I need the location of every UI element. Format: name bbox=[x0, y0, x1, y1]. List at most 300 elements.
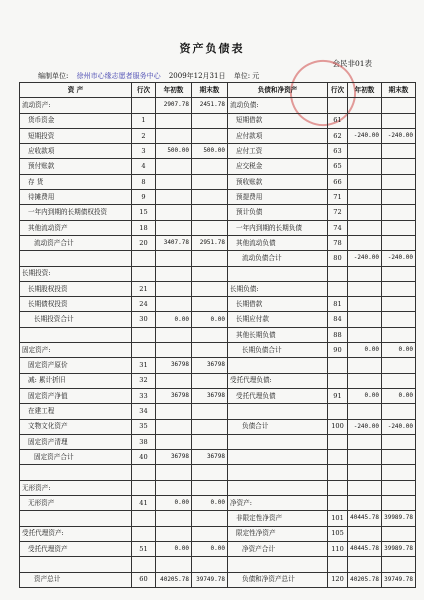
liability-name: 净资产合计 bbox=[228, 541, 328, 556]
asset-line bbox=[132, 266, 156, 281]
asset-line bbox=[132, 480, 156, 495]
liability-begin: 40445.78 bbox=[348, 511, 382, 526]
asset-line: 4 bbox=[132, 159, 156, 174]
table-row bbox=[20, 251, 416, 266]
liability-end bbox=[382, 174, 416, 189]
asset-name bbox=[20, 511, 132, 526]
asset-line: 18 bbox=[132, 220, 156, 235]
asset-begin bbox=[156, 190, 192, 205]
table-row bbox=[20, 496, 416, 511]
asset-end: 36798 bbox=[192, 388, 228, 403]
asset-end bbox=[192, 266, 228, 281]
table-row bbox=[20, 572, 416, 587]
asset-begin: 3407.78 bbox=[156, 235, 192, 250]
liability-name: 长期负债合计 bbox=[228, 343, 328, 358]
liability-end bbox=[382, 404, 416, 419]
liability-begin bbox=[348, 205, 382, 220]
header-end-2: 期末数 bbox=[382, 83, 416, 98]
asset-name bbox=[20, 327, 132, 342]
page-title: 资产负债表 bbox=[179, 42, 245, 55]
asset-begin bbox=[156, 297, 192, 312]
liability-name: 长期借款 bbox=[228, 297, 328, 312]
asset-line: 2 bbox=[132, 128, 156, 143]
liability-begin bbox=[348, 404, 382, 419]
table-row bbox=[20, 159, 416, 174]
liability-name: 非限定性净资产 bbox=[228, 511, 328, 526]
asset-name: 固定资产清理 bbox=[20, 434, 132, 449]
asset-end: 2951.78 bbox=[192, 235, 228, 250]
liability-end bbox=[382, 358, 416, 373]
table-row bbox=[20, 557, 416, 572]
liability-name: 预计负债 bbox=[228, 205, 328, 220]
liability-end: 0.00 bbox=[382, 388, 416, 403]
asset-begin bbox=[156, 128, 192, 143]
liability-line: 74 bbox=[328, 220, 348, 235]
liability-begin bbox=[348, 159, 382, 174]
asset-name bbox=[20, 465, 132, 480]
table-row bbox=[20, 404, 416, 419]
liability-begin: -240.00 bbox=[348, 251, 382, 266]
table-row bbox=[20, 266, 416, 281]
asset-end: 0.00 bbox=[192, 541, 228, 556]
liability-begin bbox=[348, 174, 382, 189]
asset-end bbox=[192, 113, 228, 128]
liability-begin bbox=[348, 266, 382, 281]
table-row bbox=[20, 541, 416, 556]
asset-line: 33 bbox=[132, 388, 156, 403]
liability-end: 0.00 bbox=[382, 343, 416, 358]
liability-begin: 0.00 bbox=[348, 343, 382, 358]
liability-end bbox=[382, 327, 416, 342]
asset-line: 40 bbox=[132, 450, 156, 465]
liability-end bbox=[382, 480, 416, 495]
liability-name: 负债合计 bbox=[228, 419, 328, 434]
liability-name: 受托代理负债: bbox=[228, 373, 328, 388]
asset-end bbox=[192, 480, 228, 495]
asset-end: 39749.78 bbox=[192, 572, 228, 587]
liability-end: 39989.78 bbox=[382, 511, 416, 526]
asset-end bbox=[192, 419, 228, 434]
liability-name: 长期应付款 bbox=[228, 312, 328, 327]
asset-end bbox=[192, 343, 228, 358]
table-row bbox=[20, 434, 416, 449]
asset-begin bbox=[156, 373, 192, 388]
table-row bbox=[20, 205, 416, 220]
asset-end bbox=[192, 434, 228, 449]
asset-name: 无形资产: bbox=[20, 480, 132, 495]
asset-name: 其他流动资产 bbox=[20, 220, 132, 235]
asset-begin bbox=[156, 465, 192, 480]
liability-line: 105 bbox=[328, 526, 348, 541]
asset-begin bbox=[156, 404, 192, 419]
liability-name: 应付工资 bbox=[228, 144, 328, 159]
liability-name: 长期负债: bbox=[228, 281, 328, 296]
asset-begin: 0.00 bbox=[156, 541, 192, 556]
asset-begin: 36798 bbox=[156, 388, 192, 403]
asset-begin bbox=[156, 205, 192, 220]
asset-name: 减: 累计折旧 bbox=[20, 373, 132, 388]
asset-begin: 500.00 bbox=[156, 144, 192, 159]
asset-name: 资产总计 bbox=[20, 572, 132, 587]
header-asset: 资 产 bbox=[20, 83, 132, 98]
liability-end: 39749.78 bbox=[382, 572, 416, 587]
asset-line: 35 bbox=[132, 419, 156, 434]
liability-begin bbox=[348, 235, 382, 250]
liability-line bbox=[328, 373, 348, 388]
liability-line: 66 bbox=[328, 174, 348, 189]
liability-line: 61 bbox=[328, 113, 348, 128]
liability-end bbox=[382, 465, 416, 480]
asset-begin bbox=[156, 480, 192, 495]
asset-end: 2451.78 bbox=[192, 98, 228, 113]
table-row bbox=[20, 511, 416, 526]
asset-begin: 36798 bbox=[156, 358, 192, 373]
asset-end bbox=[192, 159, 228, 174]
liability-begin bbox=[348, 526, 382, 541]
liability-begin bbox=[348, 465, 382, 480]
liability-name: 短期借款 bbox=[228, 113, 328, 128]
table-row bbox=[20, 312, 416, 327]
liability-line: 88 bbox=[328, 327, 348, 342]
liability-end bbox=[382, 434, 416, 449]
currency-unit: 单位: 元 bbox=[233, 72, 260, 80]
liability-name bbox=[228, 266, 328, 281]
asset-name: 长期投资合计 bbox=[20, 312, 132, 327]
asset-name: 固定资产净值 bbox=[20, 388, 132, 403]
asset-end bbox=[192, 373, 228, 388]
liability-line bbox=[328, 358, 348, 373]
header-line-no-2: 行次 bbox=[328, 83, 348, 98]
liability-end bbox=[382, 450, 416, 465]
asset-line bbox=[132, 251, 156, 266]
liability-begin bbox=[348, 281, 382, 296]
liability-end bbox=[382, 205, 416, 220]
asset-name: 受托代理资产: bbox=[20, 526, 132, 541]
table-row bbox=[20, 220, 416, 235]
asset-end bbox=[192, 190, 228, 205]
liability-end bbox=[382, 281, 416, 296]
liability-end: 39989.78 bbox=[382, 541, 416, 556]
liability-name: 流动负债合计 bbox=[228, 251, 328, 266]
liability-name: 一年内到期的长期负债 bbox=[228, 220, 328, 235]
liability-end bbox=[382, 98, 416, 113]
table-row bbox=[20, 450, 416, 465]
table-row bbox=[20, 480, 416, 495]
table-row bbox=[20, 128, 416, 143]
liability-end bbox=[382, 557, 416, 572]
liability-end bbox=[382, 496, 416, 511]
liability-end bbox=[382, 159, 416, 174]
asset-name: 长期股权投资 bbox=[20, 281, 132, 296]
table-row bbox=[20, 113, 416, 128]
liability-name bbox=[228, 465, 328, 480]
asset-end: 500.00 bbox=[192, 144, 228, 159]
form-number: 会民非01表 bbox=[332, 59, 372, 68]
liability-begin bbox=[348, 496, 382, 511]
asset-line bbox=[132, 327, 156, 342]
table-row bbox=[20, 358, 416, 373]
liability-begin bbox=[348, 220, 382, 235]
asset-end bbox=[192, 327, 228, 342]
liability-line: 84 bbox=[328, 312, 348, 327]
asset-line: 51 bbox=[132, 541, 156, 556]
liability-begin bbox=[348, 434, 382, 449]
liability-end: -240.00 bbox=[382, 419, 416, 434]
liability-line bbox=[328, 480, 348, 495]
liability-name: 预收账款 bbox=[228, 174, 328, 189]
liability-line: 71 bbox=[328, 190, 348, 205]
asset-name: 固定资产: bbox=[20, 343, 132, 358]
liability-name: 流动负债: bbox=[228, 98, 328, 113]
asset-begin bbox=[156, 526, 192, 541]
asset-line: 1 bbox=[132, 113, 156, 128]
asset-begin: 0.00 bbox=[156, 496, 192, 511]
liability-name: 限定性净资产 bbox=[228, 526, 328, 541]
asset-end bbox=[192, 526, 228, 541]
liability-line: 81 bbox=[328, 297, 348, 312]
table-row bbox=[20, 297, 416, 312]
liability-begin bbox=[348, 190, 382, 205]
liability-name: 净资产: bbox=[228, 496, 328, 511]
asset-name: 存 货 bbox=[20, 174, 132, 189]
asset-name: 一年内到期的长期债权投资 bbox=[20, 205, 132, 220]
liability-end bbox=[382, 113, 416, 128]
liability-begin bbox=[348, 98, 382, 113]
asset-name: 短期投资 bbox=[20, 128, 132, 143]
balance-sheet-table bbox=[19, 82, 416, 588]
asset-end bbox=[192, 281, 228, 296]
liability-end bbox=[382, 144, 416, 159]
asset-line: 15 bbox=[132, 205, 156, 220]
asset-begin: 0.00 bbox=[156, 312, 192, 327]
liability-line: 63 bbox=[328, 144, 348, 159]
asset-end: 0.00 bbox=[192, 312, 228, 327]
asset-end bbox=[192, 128, 228, 143]
asset-line bbox=[132, 557, 156, 572]
report-date: 2009年12月31日 bbox=[168, 72, 226, 80]
asset-name: 在建工程 bbox=[20, 404, 132, 419]
liability-line bbox=[328, 557, 348, 572]
table-row bbox=[20, 419, 416, 434]
table-row bbox=[20, 327, 416, 342]
table-row bbox=[20, 281, 416, 296]
table-header-row bbox=[20, 83, 416, 98]
liability-end: -240.00 bbox=[382, 251, 416, 266]
liability-end bbox=[382, 373, 416, 388]
header-begin-2: 年初数 bbox=[348, 83, 382, 98]
asset-name bbox=[20, 251, 132, 266]
asset-begin bbox=[156, 511, 192, 526]
asset-name: 无形资产 bbox=[20, 496, 132, 511]
asset-begin bbox=[156, 343, 192, 358]
table-row bbox=[20, 98, 416, 113]
table-row bbox=[20, 174, 416, 189]
liability-name bbox=[228, 434, 328, 449]
liability-line: 101 bbox=[328, 511, 348, 526]
liability-name bbox=[228, 450, 328, 465]
asset-name: 流动资产合计 bbox=[20, 235, 132, 250]
asset-begin: 40205.78 bbox=[156, 572, 192, 587]
liability-line: 90 bbox=[328, 343, 348, 358]
asset-begin bbox=[156, 434, 192, 449]
liability-name bbox=[228, 480, 328, 495]
liability-begin bbox=[348, 450, 382, 465]
liability-name: 预提费用 bbox=[228, 190, 328, 205]
asset-begin bbox=[156, 327, 192, 342]
asset-name: 待摊费用 bbox=[20, 190, 132, 205]
asset-end: 36798 bbox=[192, 450, 228, 465]
asset-begin: 36798 bbox=[156, 450, 192, 465]
table-row bbox=[20, 465, 416, 480]
table-row bbox=[20, 388, 416, 403]
liability-line: 72 bbox=[328, 205, 348, 220]
liability-line: 78 bbox=[328, 235, 348, 250]
liability-line: 80 bbox=[328, 251, 348, 266]
liability-line: 65 bbox=[328, 159, 348, 174]
liability-name: 其他长期负债 bbox=[228, 327, 328, 342]
liability-end bbox=[382, 266, 416, 281]
asset-name: 受托代理资产 bbox=[20, 541, 132, 556]
liability-begin bbox=[348, 144, 382, 159]
liability-line: 91 bbox=[328, 388, 348, 403]
header-end: 期末数 bbox=[192, 83, 228, 98]
asset-line bbox=[132, 511, 156, 526]
liability-line: 110 bbox=[328, 541, 348, 556]
liability-begin: 40205.78 bbox=[348, 572, 382, 587]
unit-name: 徐州市心缘志愿者服务中心 bbox=[76, 72, 161, 80]
asset-line: 20 bbox=[132, 235, 156, 250]
asset-begin bbox=[156, 159, 192, 174]
asset-begin bbox=[156, 220, 192, 235]
liability-line bbox=[328, 281, 348, 296]
asset-line: 24 bbox=[132, 297, 156, 312]
liability-line: 100 bbox=[328, 419, 348, 434]
asset-line: 30 bbox=[132, 312, 156, 327]
liability-end bbox=[382, 190, 416, 205]
asset-end bbox=[192, 205, 228, 220]
table-row bbox=[20, 373, 416, 388]
liability-name: 其他流动负债 bbox=[228, 235, 328, 250]
asset-line bbox=[132, 343, 156, 358]
asset-line: 60 bbox=[132, 572, 156, 587]
liability-line: 120 bbox=[328, 572, 348, 587]
asset-begin bbox=[156, 113, 192, 128]
table-row bbox=[20, 343, 416, 358]
asset-name: 流动资产: bbox=[20, 98, 132, 113]
asset-line: 31 bbox=[132, 358, 156, 373]
asset-end: 36798 bbox=[192, 358, 228, 373]
asset-end bbox=[192, 251, 228, 266]
liability-end bbox=[382, 526, 416, 541]
asset-begin bbox=[156, 281, 192, 296]
asset-name: 应收款项 bbox=[20, 144, 132, 159]
liability-end bbox=[382, 312, 416, 327]
asset-name bbox=[20, 557, 132, 572]
table-row bbox=[20, 235, 416, 250]
asset-line: 9 bbox=[132, 190, 156, 205]
liability-line bbox=[328, 404, 348, 419]
asset-line: 3 bbox=[132, 144, 156, 159]
asset-line bbox=[132, 98, 156, 113]
table-row bbox=[20, 190, 416, 205]
liability-end: -240.00 bbox=[382, 128, 416, 143]
asset-end bbox=[192, 220, 228, 235]
liability-line bbox=[328, 450, 348, 465]
asset-name: 长期债权投资 bbox=[20, 297, 132, 312]
liability-begin bbox=[348, 113, 382, 128]
liability-begin bbox=[348, 480, 382, 495]
liability-name: 应付款项 bbox=[228, 128, 328, 143]
liability-line bbox=[328, 496, 348, 511]
liability-begin: -240.00 bbox=[348, 419, 382, 434]
liability-name: 负债和净资产总计 bbox=[228, 572, 328, 587]
asset-line bbox=[132, 526, 156, 541]
liability-begin bbox=[348, 358, 382, 373]
liability-begin: 40445.78 bbox=[348, 541, 382, 556]
asset-name: 预付账款 bbox=[20, 159, 132, 174]
liability-begin bbox=[348, 327, 382, 342]
asset-name: 固定资产合计 bbox=[20, 450, 132, 465]
header-liability: 负债和净资产 bbox=[228, 83, 328, 98]
liability-name bbox=[228, 557, 328, 572]
liability-end bbox=[382, 220, 416, 235]
asset-begin bbox=[156, 419, 192, 434]
liability-end bbox=[382, 297, 416, 312]
asset-end bbox=[192, 404, 228, 419]
asset-begin bbox=[156, 266, 192, 281]
asset-name: 货币资金 bbox=[20, 113, 132, 128]
asset-line: 8 bbox=[132, 174, 156, 189]
asset-begin: 2907.78 bbox=[156, 98, 192, 113]
liability-line bbox=[328, 98, 348, 113]
asset-end bbox=[192, 465, 228, 480]
header-line-no: 行次 bbox=[132, 83, 156, 98]
asset-begin bbox=[156, 557, 192, 572]
table-row bbox=[20, 526, 416, 541]
liability-line bbox=[328, 434, 348, 449]
asset-end: 0.00 bbox=[192, 496, 228, 511]
asset-end bbox=[192, 511, 228, 526]
header-begin: 年初数 bbox=[156, 83, 192, 98]
asset-name: 固定资产原价 bbox=[20, 358, 132, 373]
asset-line: 41 bbox=[132, 496, 156, 511]
liability-begin bbox=[348, 557, 382, 572]
liability-line: 62 bbox=[328, 128, 348, 143]
asset-name: 文物文化资产 bbox=[20, 419, 132, 434]
liability-begin bbox=[348, 312, 382, 327]
liability-name: 应交税金 bbox=[228, 159, 328, 174]
asset-name: 长期投资: bbox=[20, 266, 132, 281]
liability-line bbox=[328, 266, 348, 281]
liability-line bbox=[328, 465, 348, 480]
liability-name bbox=[228, 358, 328, 373]
asset-end bbox=[192, 297, 228, 312]
liability-begin bbox=[348, 297, 382, 312]
liability-end bbox=[382, 235, 416, 250]
unit-label: 编制单位: bbox=[38, 72, 69, 80]
asset-end bbox=[192, 174, 228, 189]
asset-line: 34 bbox=[132, 404, 156, 419]
asset-line bbox=[132, 465, 156, 480]
asset-line: 38 bbox=[132, 434, 156, 449]
asset-begin bbox=[156, 251, 192, 266]
liability-name: 受托代理负债 bbox=[228, 388, 328, 403]
asset-line: 32 bbox=[132, 373, 156, 388]
asset-begin bbox=[156, 174, 192, 189]
asset-end bbox=[192, 557, 228, 572]
liability-begin: 0.00 bbox=[348, 388, 382, 403]
asset-line: 21 bbox=[132, 281, 156, 296]
